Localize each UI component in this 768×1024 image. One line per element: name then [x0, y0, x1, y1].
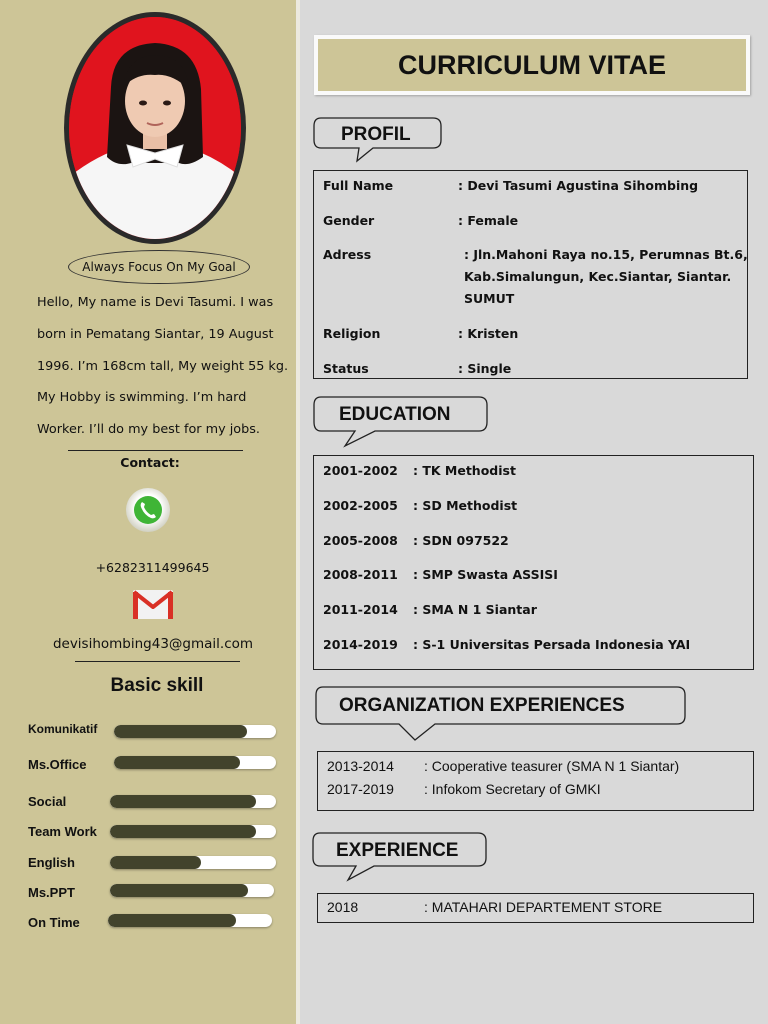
- profil-value: : Devi Tasumi Agustina Sihombing: [458, 178, 699, 193]
- experience-place: : MATAHARI DEPARTEMENT STORE: [424, 899, 663, 915]
- phone-icon: [126, 488, 170, 532]
- divider: [68, 450, 243, 451]
- skill-label: Social: [28, 794, 67, 809]
- profile-photo-frame: [64, 12, 246, 244]
- skill-label: On Time: [28, 915, 80, 930]
- education-school: : SDN 097522: [413, 533, 509, 548]
- skill-label: Ms.PPT: [28, 885, 75, 900]
- education-years: 2005-2008: [323, 533, 398, 548]
- organization-box: [317, 751, 754, 811]
- profil-heading-callout: [313, 117, 443, 163]
- divider: [75, 661, 240, 662]
- bio-line: 1996. I’m 168cm tall, My weight 55 kg.: [37, 359, 289, 374]
- skill-label: English: [28, 855, 75, 870]
- skill-bar: [114, 725, 276, 738]
- education-heading-callout: [313, 396, 491, 448]
- skill-bar: [110, 884, 274, 897]
- motto-badge: Always Focus On My Goal: [68, 250, 250, 284]
- skill-bar: [114, 756, 276, 769]
- skill-bar-fill: [114, 725, 247, 738]
- education-school: : SMA N 1 Siantar: [413, 602, 537, 617]
- profil-label: Adress: [323, 247, 372, 262]
- experience-heading-callout: [312, 832, 490, 882]
- skill-bar-fill: [114, 756, 240, 769]
- gmail-icon: [132, 588, 174, 621]
- skills-heading: Basic skill: [110, 675, 204, 696]
- organization-years: 2013-2014: [327, 758, 394, 774]
- organization-role: : Infokom Secretary of GMKI: [424, 781, 601, 797]
- skill-bar: [110, 825, 276, 838]
- organization-heading: ORGANIZATION EXPERIENCES: [339, 695, 625, 716]
- contact-label: Contact:: [120, 455, 180, 470]
- skill-bar-fill: [110, 825, 256, 838]
- education-school: : SD Methodist: [413, 498, 518, 513]
- profil-label: Full Name: [323, 178, 394, 193]
- education-years: 2011-2014: [323, 602, 398, 617]
- bio-line: Hello, My name is Devi Tasumi. I was: [37, 295, 274, 310]
- education-box: [313, 455, 754, 670]
- profil-value: : Single: [458, 361, 512, 376]
- profil-label: Gender: [323, 213, 375, 228]
- education-years: 2008-2011: [323, 567, 398, 582]
- skill-bar-fill: [108, 914, 236, 927]
- page-title: CURRICULUM VITAE: [314, 35, 750, 95]
- profil-label: Status: [323, 361, 369, 376]
- profil-value: Kab.Simalungun, Kec.Siantar, Siantar.: [464, 269, 732, 284]
- sidebar: [0, 0, 300, 1024]
- profil-box: [313, 170, 748, 379]
- email-link[interactable]: devisihombing43@gmail.com: [52, 636, 254, 652]
- profil-label: Religion: [323, 326, 381, 341]
- skill-bar-fill: [110, 856, 201, 869]
- experience-year: 2018: [327, 899, 359, 915]
- education-years: 2002-2005: [323, 498, 398, 513]
- education-school: : TK Methodist: [413, 463, 516, 478]
- bio-line: born in Pematang Siantar, 19 August: [37, 327, 274, 342]
- skill-bar: [110, 856, 276, 869]
- organization-role: : Cooperative teasurer (SMA N 1 Siantar): [424, 758, 680, 774]
- profil-value: : Kristen: [458, 326, 519, 341]
- bio-line: My Hobby is swimming. I’m hard: [37, 390, 247, 405]
- bio-line: Worker. I’ll do my best for my jobs.: [37, 422, 260, 437]
- profil-value: SUMUT: [464, 291, 515, 306]
- education-years: 2014-2019: [323, 637, 398, 652]
- education-school: : SMP Swasta ASSISI: [413, 567, 558, 582]
- skill-bar-fill: [110, 884, 248, 897]
- profil-heading: PROFIL: [341, 124, 411, 145]
- education-school: : S-1 Universitas Persada Indonesia YAI: [413, 637, 691, 652]
- skill-bar: [108, 914, 272, 927]
- phone-number: +6282311499645: [95, 560, 210, 575]
- profil-value: : Female: [458, 213, 519, 228]
- organization-heading-callout: [315, 686, 687, 744]
- education-years: 2001-2002: [323, 463, 398, 478]
- profil-value: : Jln.Mahoni Raya no.15, Perumnas Bt.6,: [464, 247, 748, 262]
- skill-label: Ms.Office: [28, 757, 87, 772]
- education-heading: EDUCATION: [339, 404, 451, 425]
- skill-bar: [110, 795, 276, 808]
- skill-bar-fill: [110, 795, 256, 808]
- experience-heading: EXPERIENCE: [336, 840, 459, 861]
- skill-label: Team Work: [28, 824, 97, 839]
- experience-box: [317, 893, 754, 923]
- profile-photo: [69, 17, 241, 239]
- organization-years: 2017-2019: [327, 781, 394, 797]
- skill-label: Komunikatif: [28, 722, 98, 736]
